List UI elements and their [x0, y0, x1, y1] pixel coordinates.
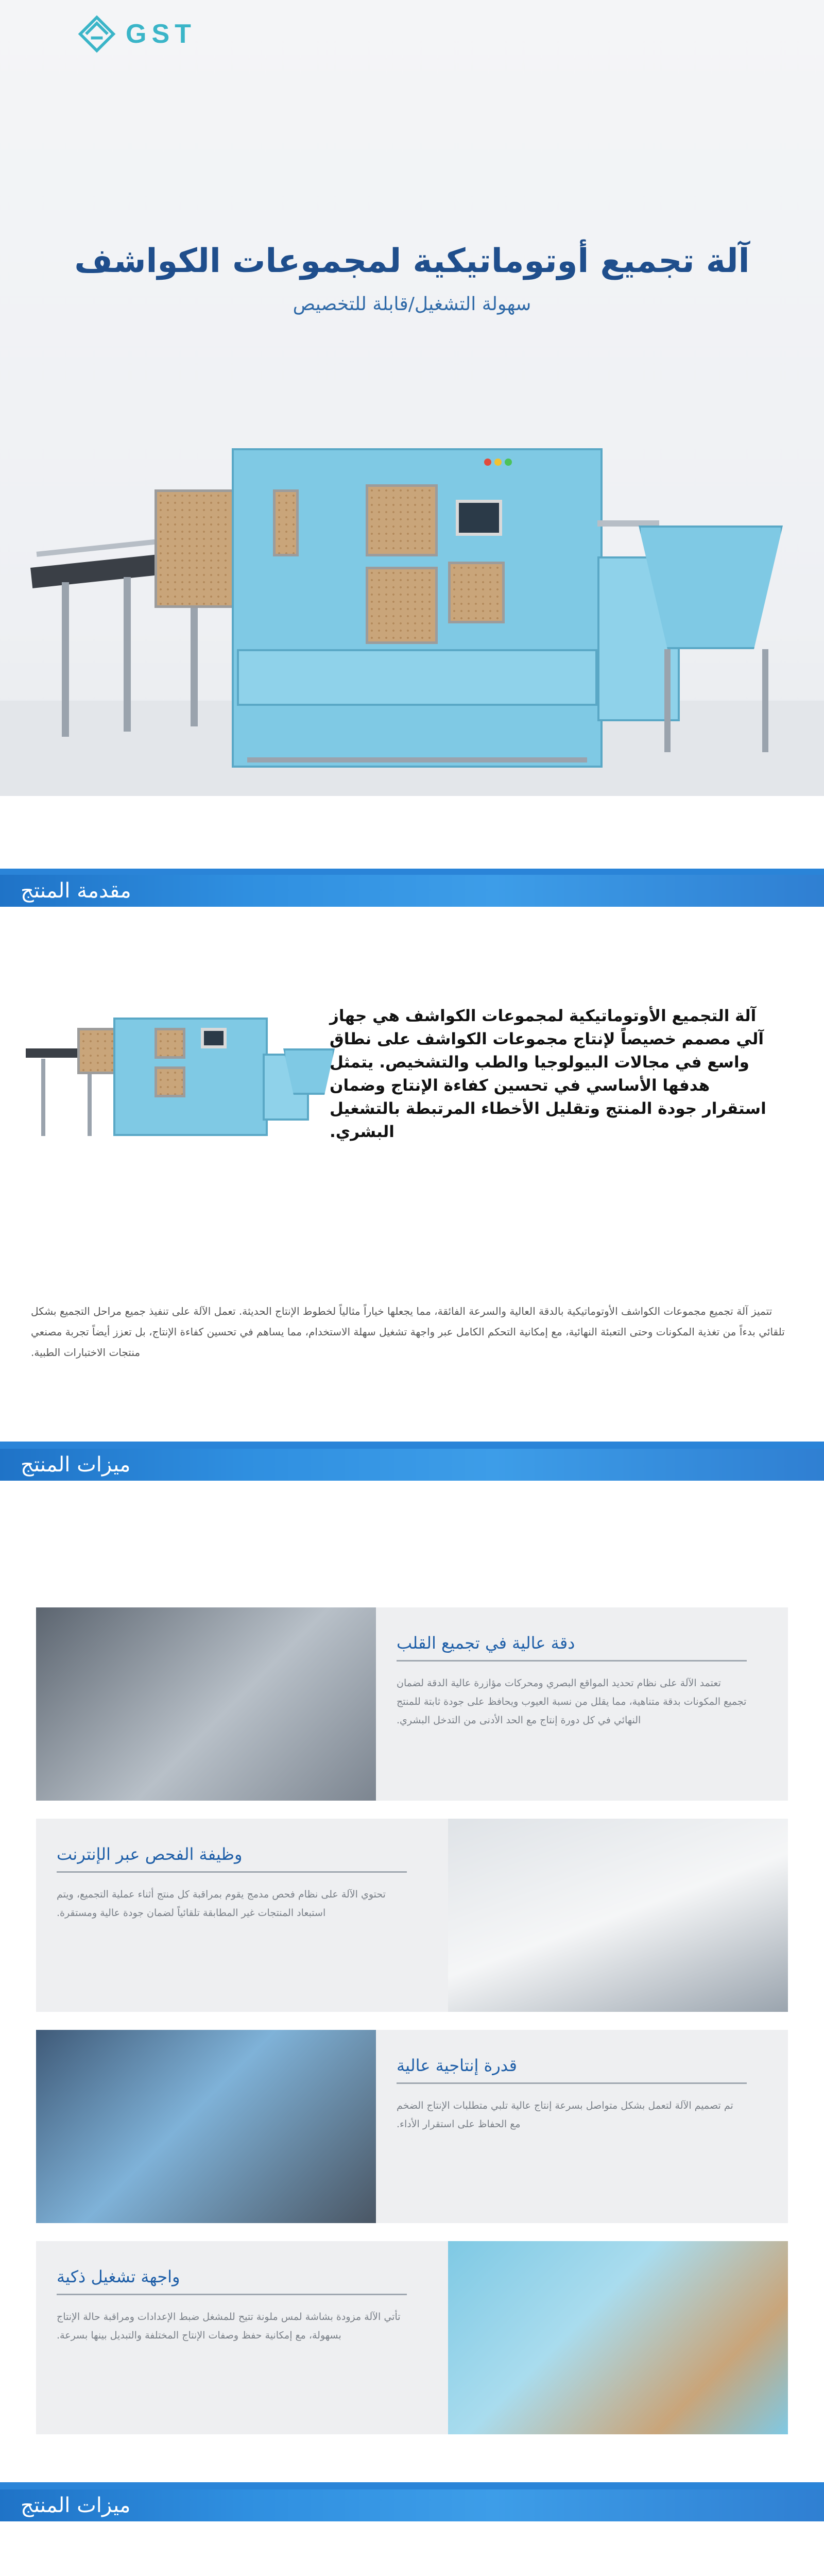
feature-photo — [448, 1819, 788, 2012]
hero-title: آلة تجميع أوتوماتيكية لمجموعات الكواشف — [74, 242, 750, 280]
feature-body — [36, 2241, 427, 2434]
section-header-intro — [0, 875, 824, 907]
feature-body — [36, 1819, 427, 2012]
section-title: ميزات المنتج — [21, 2494, 131, 2517]
feature-photo — [448, 2241, 788, 2434]
feature-card — [36, 1819, 788, 2012]
feature-title: وظيفة الفحص عبر الإنترنت — [57, 1844, 243, 1864]
hero-section — [0, 0, 824, 796]
hero-subtitle: سهولة التشغيل/قابلة للتخصيص — [293, 294, 531, 315]
feature-divider — [57, 2294, 407, 2295]
feature-card — [36, 2241, 788, 2434]
feature-description: تعتمد الآلة على نظام تحديد المواقع البصري ومحركات مؤازرة عالية الدقة لضمان تجميع المكونات بدقة متناهية، مما يقلل من نسبة العيوب ويحافظ على جودة ثابتة للمنتج النهائي في كل دورة إنتاج مع الحد الأدنى من التدخل البشري. — [397, 1677, 747, 1726]
feature-title: قدرة إنتاجية عالية — [397, 2056, 517, 2075]
section-header-params — [0, 2489, 824, 2521]
feature-description: تم تصميم الآلة لتعمل بشكل متواصل بسرعة إنتاج عالية تلبي متطلبات الإنتاج الضخم مع الحفاظ على استقرار الأداء. — [397, 2100, 733, 2130]
feature-photo — [36, 2030, 376, 2223]
params-section — [0, 2566, 824, 2576]
logo-icon — [77, 14, 116, 54]
section-title: ميزات المنتج — [21, 1453, 131, 1477]
section-title: مقدمة المنتج — [21, 879, 131, 903]
hero-machine-image — [31, 479, 783, 788]
feature-photo — [36, 1607, 376, 1801]
section-header-features — [0, 1449, 824, 1481]
intro-machine-image — [26, 1018, 335, 1151]
intro-text: آلة التجميع الأوتوماتيكية لمجموعات الكواشف هي جهاز آلي مصمم خصيصاً لإنتاج مجموعات الكواشف على نطاق واسع في مجالات البيولوجيا والطب والتشخيص. يتمثل هدفها الأساسي في تحسين كفاءة الإنتاج وضمان استقرار جودة المنتج وتقليل الأخطاء المرتبطة بالتشغيل البشري. — [330, 1007, 766, 1141]
feature-title: واجهة تشغيل ذكية — [57, 2267, 180, 2286]
feature-divider — [57, 1871, 407, 1873]
feature-card — [36, 2030, 788, 2223]
features-section — [0, 1489, 824, 2416]
logo-text: GST — [126, 19, 196, 49]
brand-logo[interactable] — [77, 14, 196, 54]
feature-body — [376, 2030, 767, 2223]
feature-divider — [397, 1660, 747, 1662]
intro-section — [0, 907, 824, 1443]
feature-card — [36, 1607, 788, 1801]
feature-divider — [397, 2082, 747, 2084]
feature-title: دقة عالية في تجميع القلب — [397, 1633, 575, 1653]
feature-description: تأتي الآلة مزودة بشاشة لمس ملونة تتيح للمشغل ضبط الإعدادات ومراقبة حالة الإنتاج بسهولة، مع إمكانية حفظ وصفات الإنتاج المختلفة والتبديل بينها بسرعة. — [57, 2311, 401, 2342]
intro-paragraph: تتميز آلة تجميع مجموعات الكواشف الأوتوماتيكية بالدقة العالية والسرعة الفائقة، مما يجعلها خياراً مثالياً لخطوط الإنتاج الحديثة. تعمل الآلة على تنفيذ جميع مراحل التجميع بشكل تلقائي بدءاً من تغذية المكونات وحتى التعبئة النهائية، مع إمكانية التحكم الكامل عبر واجهة تشغيل سهلة الاستخدام، مما يساهم في تحسين كفاءة الإنتاج، بل تعزز أيضاً تجربة مصنعي منتجات الاختبارات الطبية. — [31, 1305, 785, 1359]
feature-description: تحتوي الآلة على نظام فحص مدمج يقوم بمراقبة كل منتج أثناء عملية التجميع، ويتم استبعاد المنتجات غير المطابقة تلقائياً لضمان جودة عالية ومستقرة. — [57, 1889, 386, 1919]
feature-body — [376, 1607, 767, 1801]
